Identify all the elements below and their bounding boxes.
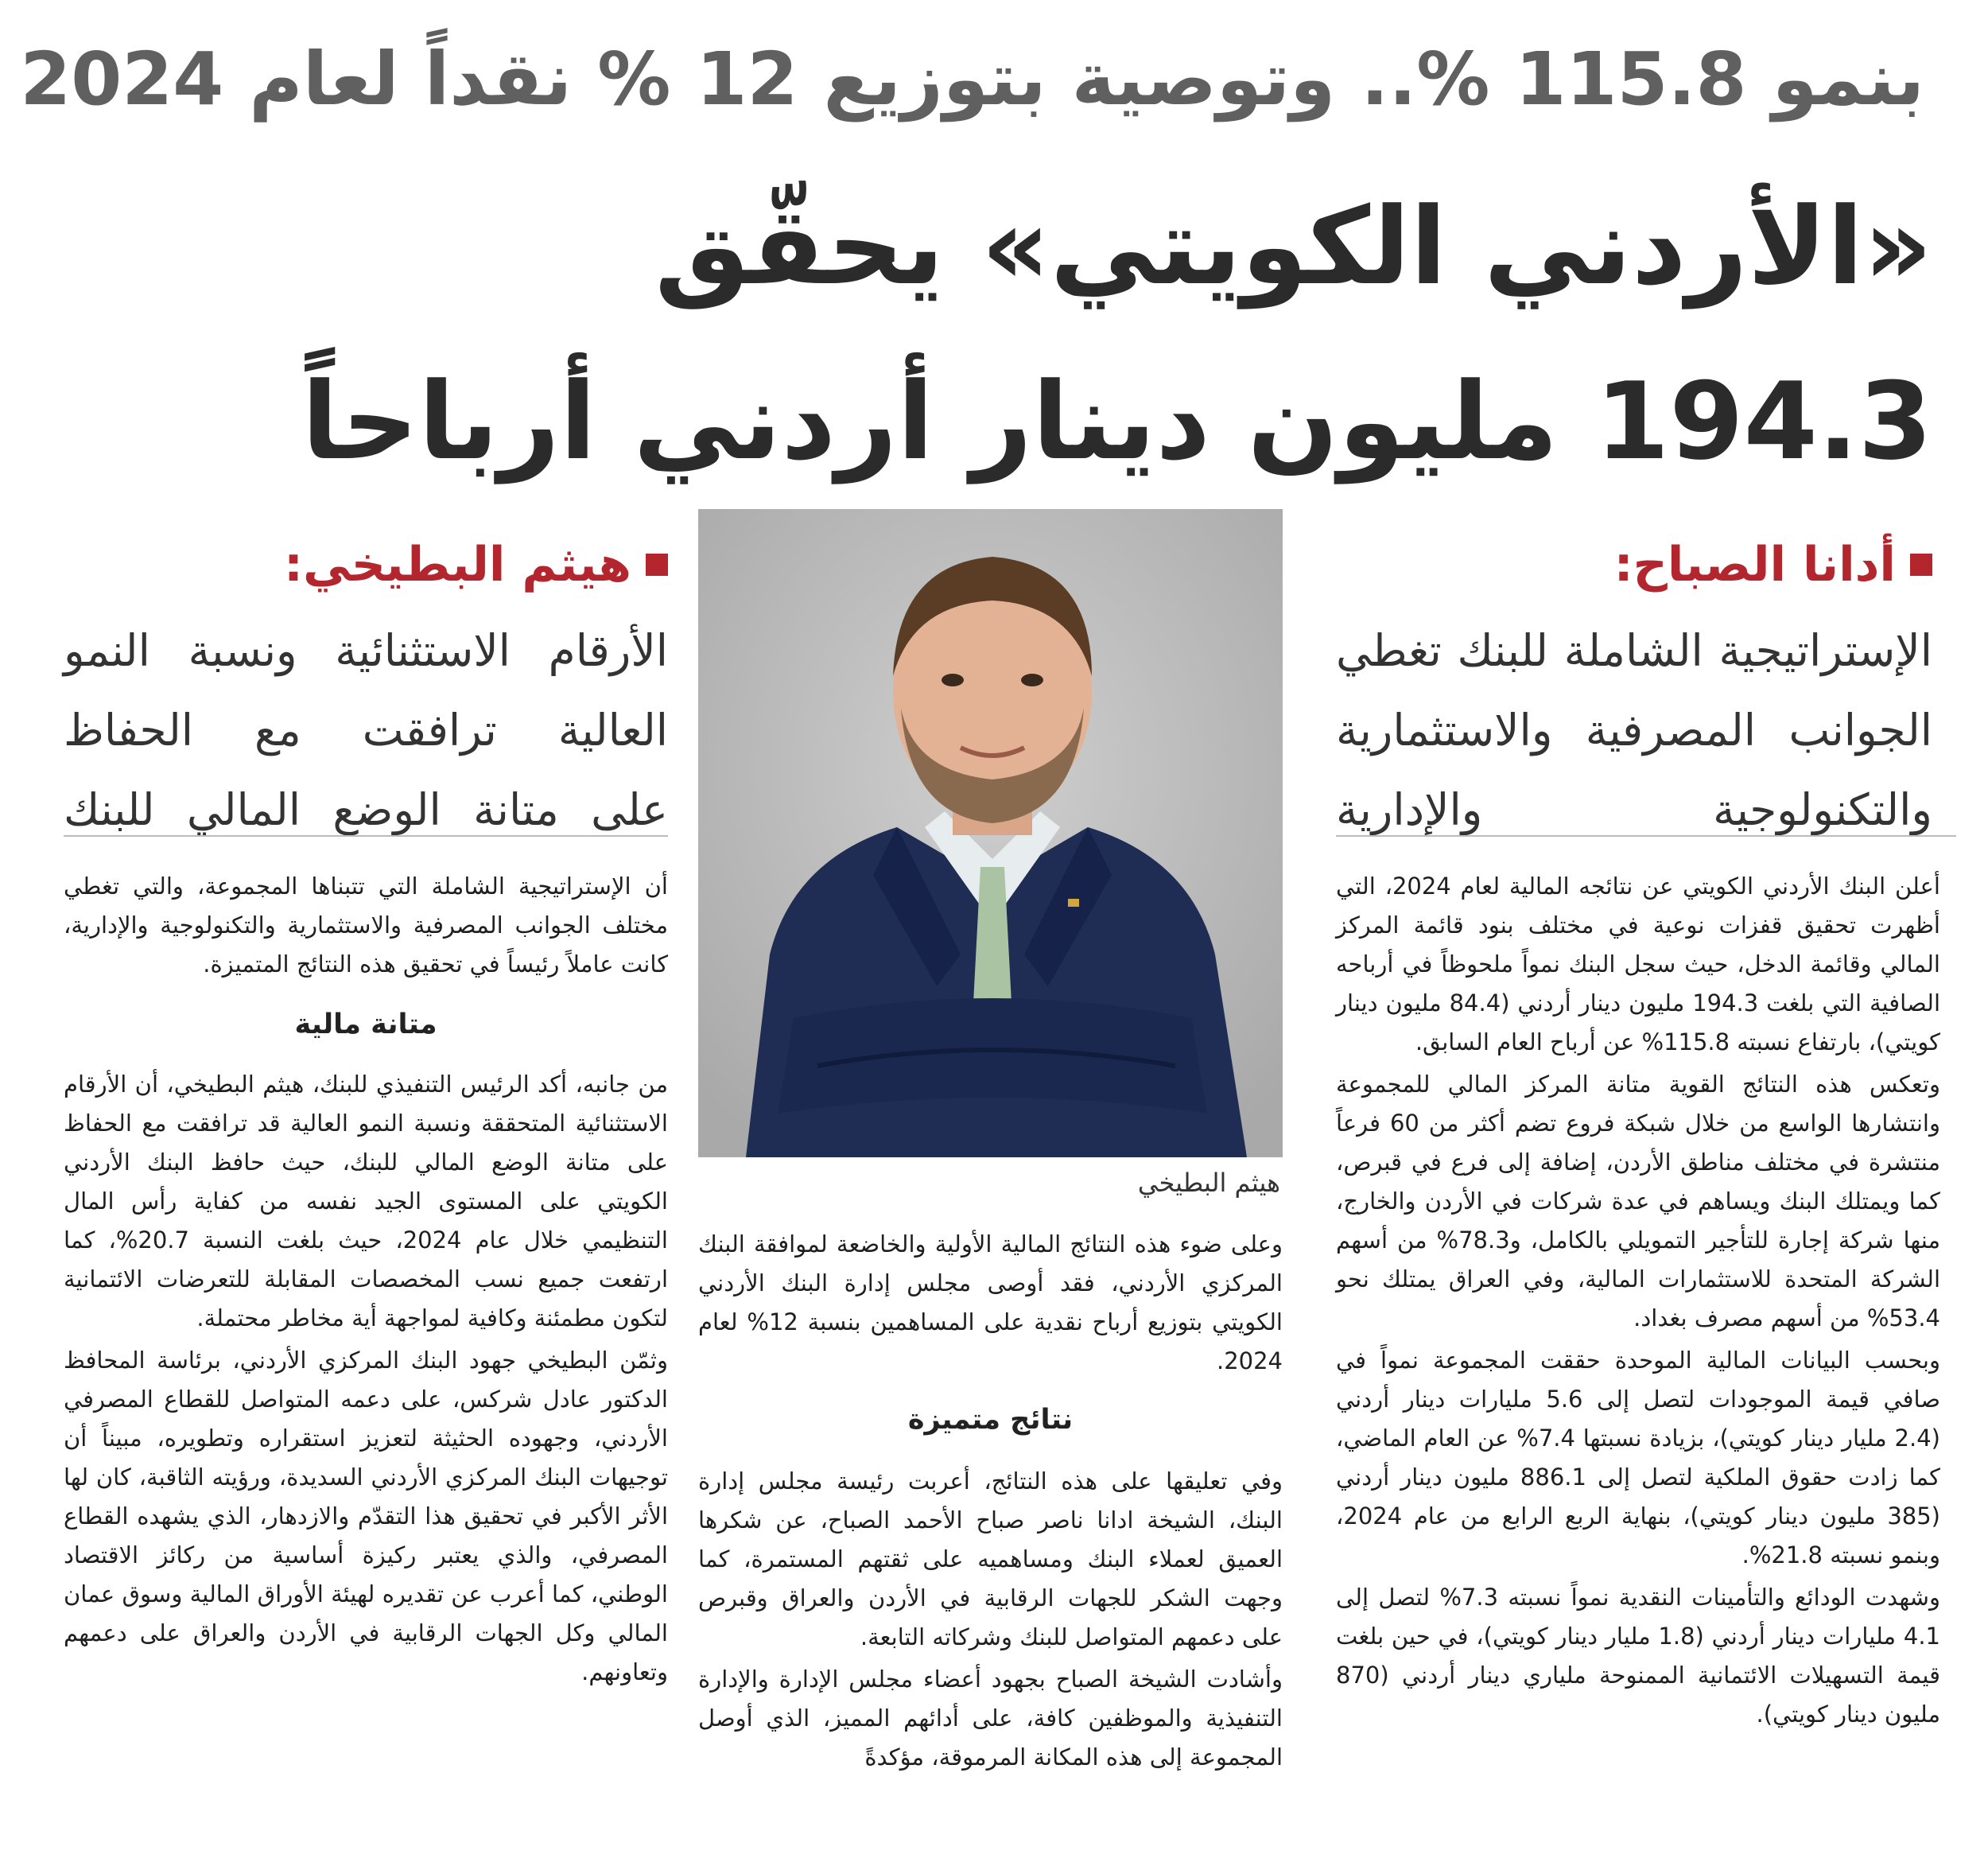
paragraph: من جانبه، أكد الرئيس التنفيذي للبنك، هيثم البطيخي، أن الأرقام الاستثنائية المتحققة ونسبة النمو العالية قد ترافقت مع الحفاظ على متانة الوضع المالي للبنك، حيث حافظ البنك الأردني الكويتي على المستوى الجيد نفسه من كفاية رأس المال التنظيمي خلال عام 2024، حيث بلغت النسبة 20.7%، كما ارتفعت جميع نسب المخصصات المقابلة للتعرضات الائتمانية لتكون مطمئنة وكافية لمواجهة أية مخاطر محتملة. bbox=[64, 1071, 668, 1331]
paragraph: وبحسب البيانات المالية الموحدة حققت المجموعة نمواً في صافي قيمة الموجودات لتصل إلى 5.6 مليارات دينار أردني (2.4 مليار دينار كويتي)، بزيادة نسبتها 7.4% عن العام الماضي، كما زادت حقوق الملكية لتصل إلى 886.1 مليون دينار أردني (385 مليون دينار كويتي)، بنهاية الربع الرابع من عام 2024، وبنمو نسبته 21.8%. bbox=[1336, 1347, 1940, 1569]
paragraph: أن الإستراتيجية الشاملة التي تتبناها المجموعة، والتي تغطي مختلف الجوانب المصرفية والاستثمارية والتكنولوجية والإدارية، كانت عاملاً رئيساً في تحقيق هذه النتائج المتميزة. bbox=[64, 873, 668, 978]
red-square-bullet-icon bbox=[646, 554, 668, 576]
paragraph: وشهدت الودائع والتأمينات النقدية نمواً نسبته 7.3% لتصل إلى 4.1 مليارات دينار أردني (1.8 مليار دينار كويتي)، في حين بلغت قيمة التسهيلات الائتمانية الممنوحة ملياري دينار أردني (870 مليون دينار كويتي). bbox=[1336, 1584, 1940, 1728]
portrait-illustration bbox=[698, 509, 1283, 1157]
kicker-title: بنمو 115.8 %.. وتوصية بتوزيع 12 % نقداً لعام 2024 bbox=[20, 37, 1924, 122]
article-column-left bbox=[64, 867, 668, 1695]
headline-line-1: «الأردني الكويتي» يحقّق bbox=[654, 185, 1932, 309]
quote-speaker: هيثم البطيخي: bbox=[64, 533, 668, 597]
red-square-bullet-icon bbox=[1910, 554, 1932, 576]
section-subheading: نتائج متميزة bbox=[907, 1404, 1074, 1436]
paragraph: وأشادت الشيخة الصباح بجهود أعضاء مجلس الإدارة والإدارة التنفيذية والموظفين كافة، على أدائهم المميز، الذي أوصل المجموعة إلى هذه المكانة المرموقة، مؤكدةً bbox=[698, 1666, 1283, 1771]
headline-line-2: 194.3 مليون دينار أردني أرباحاً bbox=[301, 360, 1932, 484]
pull-quote-left bbox=[64, 533, 668, 849]
quote-text: الإستراتيجية الشاملة للبنك تغطي الجوانب المصرفية والاستثمارية والتكنولوجية والإدارية bbox=[1336, 625, 1932, 835]
section-divider bbox=[1336, 835, 1956, 837]
quote-speaker: أدانا الصباح: bbox=[1336, 533, 1932, 597]
paragraph: وتعكس هذه النتائج القوية متانة المركز المالي للمجموعة وانتشارها الواسع من خلال شبكة فروع تضم أكثر من 60 فرعاً منتشرة في مختلف مناطق الأردن، إضافة إلى فرع في قبرص، كما ويمتلك البنك ويساهم في عدة شركات في الأردن والخارج، منها شركة إجارة للتأجير التمويلي بالكامل، و78.3% من أسهم الشركة المتحدة للاستثمارات المالية، وفي العراق يمتلك نحو 53.4% من أسهم مصرف بغداد. bbox=[1336, 1071, 1940, 1331]
paragraph: أعلن البنك الأردني الكويتي عن نتائجه المالية لعام 2024، التي أظهرت تحقيق قفزات نوعية في مختلف بنود قائمة المركز المالي وقائمة الدخل، حيث سجل البنك نمواً ملحوظاً في أرباحه الصافية التي بلغت 194.3 مليون دينار أردني (84.4 مليون دينار كويتي)، بارتفاع نسبته 115.8% عن أرباح العام السابق. bbox=[1336, 873, 1940, 1055]
photo-caption: هيثم البطيخي bbox=[1137, 1168, 1280, 1198]
quote-text: الأرقام الاستثنائية ونسبة النمو العالية ترافقت مع الحفاظ على متانة الوضع المالي للبنك bbox=[64, 625, 668, 835]
section-subheading: متانة مالية bbox=[294, 1009, 437, 1040]
pull-quote-right bbox=[1336, 533, 1932, 849]
paragraph: وعلى ضوء هذه النتائج المالية الأولية والخاضعة لموافقة البنك المركزي الأردني، فقد أوصى مجلس إدارة البنك الأردني الكويتي بتوزيع أرباح نقدية على المساهمين بنسبة 12% لعام 2024. bbox=[698, 1230, 1283, 1374]
section-divider bbox=[64, 835, 668, 837]
article-column-right bbox=[1336, 867, 1940, 1737]
article-column-middle bbox=[698, 1225, 1283, 1780]
portrait-photo bbox=[698, 509, 1283, 1157]
paragraph: وفي تعليقها على هذه النتائج، أعربت رئيسة مجلس إدارة البنك، الشيخة ادانا ناصر صباح الأحمد الصباح، عن شكرها العميق لعملاء البنك ومساهميه على ثقتهم المستمرة، كما وجهت الشكر للجهات الرقابية في الأردن والعراق وقبرص على دعمهم المتواصل للبنك وشركاته التابعة. bbox=[698, 1467, 1283, 1650]
paragraph: وثمّن البطيخي جهود البنك المركزي الأردني، برئاسة المحافظ الدكتور عادل شركس، على دعمه المتواصل للقطاع المصرفي الأردني، وجهوده الحثيثة لتعزيز استقراره وتطويره، مبيناً أن توجيهات البنك المركزي الأردني السديدة، ورؤيته الثاقبة، كان لها الأثر الأكبر في تحقيق هذا التقدّم والازدهار، الذي يشهده القطاع المصرفي، والذي يعتبر ركيزة أساسية من ركائز الاقتصاد الوطني، كما أعرب عن تقديره لهيئة الأوراق المالية وسوق عمان المالي وكل الجهات الرقابية في الأردن والعراق على دعمهم وتعاونهم. bbox=[64, 1347, 668, 1685]
